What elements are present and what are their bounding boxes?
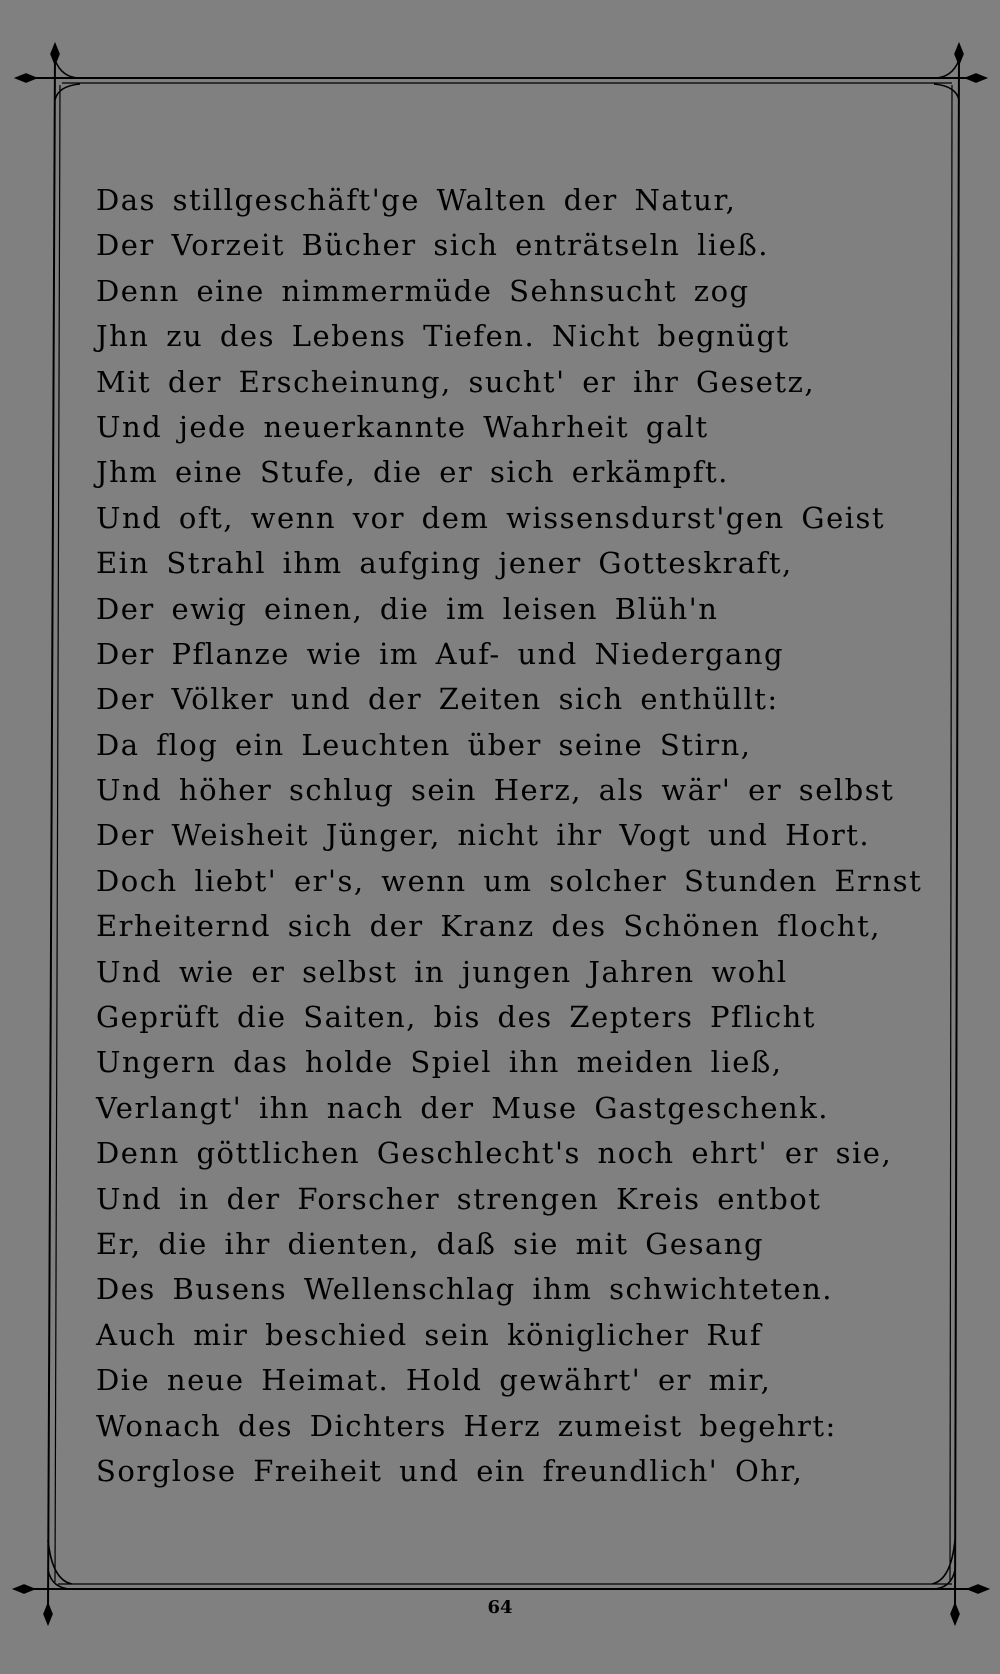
poem-line: Der Vorzeit Bücher sich enträtseln ließ.: [96, 228, 769, 263]
corner-ornament-top-right: [934, 44, 986, 100]
poem-line: Denn eine nimmermüde Sehnsucht zog: [96, 273, 750, 308]
poem-line: Sorglose Freiheit und ein freundlich' Ohr,: [96, 1453, 804, 1488]
poem-line: Verlangt' ihn nach der Muse Gastgeschenk.: [96, 1090, 829, 1125]
poem-line: Geprüft die Saiten, bis des Zepters Pflicht: [96, 1000, 816, 1035]
corner-ornament-top-left: [16, 44, 80, 100]
poem-line: Und höher schlug sein Herz, als wär' er selbst: [96, 773, 895, 808]
poem-line: Mit der Erscheinung, sucht' er ihr Gesetz,: [96, 364, 816, 399]
poem-line: Der Völker und der Zeiten sich enthüllt:: [96, 682, 779, 717]
poem-line: Die neue Heimat. Hold gewährt' er mir,: [96, 1363, 772, 1398]
poem-line: Der Pflanze wie im Auf- und Niedergang: [96, 636, 785, 671]
poem-line: Auch mir beschied sein königlicher Ruf: [96, 1317, 763, 1352]
poem-line: Denn göttlichen Geschlecht's noch ehrt' er sie,: [96, 1136, 893, 1171]
poem-line: Jhn zu des Lebens Tiefen. Nicht begnügt: [96, 319, 790, 354]
poem-line: Da flog ein Leuchten über seine Stirn,: [96, 727, 752, 762]
poem-line: Ungern das holde Spiel ihn meiden ließ,: [96, 1045, 783, 1080]
poem-text: [96, 178, 923, 1494]
page-number: 64: [487, 1597, 513, 1618]
poem-line: Doch liebt' er's, wenn um solcher Stunden Ernst: [96, 863, 923, 898]
poem-line: Der Weisheit Jünger, nicht ihr Vogt und Hort.: [96, 818, 871, 853]
poem-line: Er, die ihr dienten, daß sie mit Gesang: [96, 1226, 765, 1261]
poem-line: Und wie er selbst in jungen Jahren wohl: [96, 954, 788, 989]
poem-line: Der ewig einen, die im leisen Blüh'n: [96, 591, 719, 626]
poem-line: Und jede neuerkannte Wahrheit galt: [96, 409, 709, 444]
poem-line: Des Busens Wellenschlag ihm schwichteten.: [96, 1272, 833, 1307]
poem-line: Ein Strahl ihm aufging jener Gotteskraft,: [96, 546, 793, 581]
poem-line: Wonach des Dichters Herz zumeist begehrt:: [96, 1408, 837, 1443]
poem-line: Und oft, wenn vor dem wissensdurst'gen Geist: [96, 500, 886, 535]
poem-line: Und in der Forscher strengen Kreis entbot: [96, 1181, 822, 1216]
poem-line: Erheiternd sich der Kranz des Schönen flocht,: [96, 909, 881, 944]
poem-line: Das stillgeschäft'ge Walten der Natur,: [96, 183, 737, 217]
poem-line: Jhm eine Stufe, die er sich erkämpft.: [96, 455, 729, 490]
